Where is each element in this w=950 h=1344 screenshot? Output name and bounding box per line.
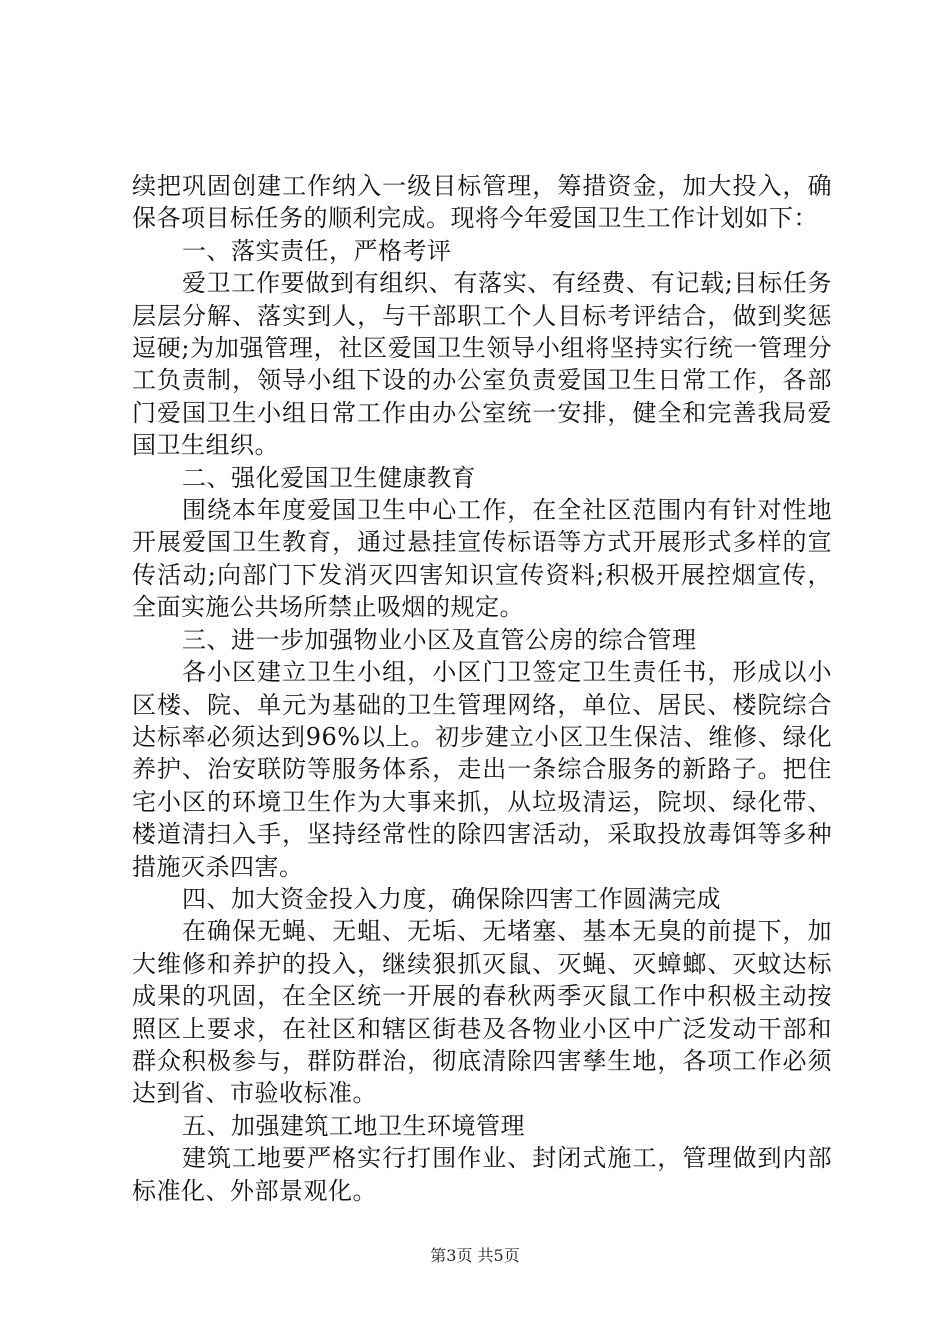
paragraph-section-4: 在确保无蝇、无蛆、无垢、无堵塞、基本无臭的前提下，加大维修和养护的投入，继续狠抓灭鼠、灭蝇、灭蟑螂、灭蚊达标成果的巩固，在全区统一开展的春秋两季灭鼠工作中积极主动按照区上要求，在社区和辖区街巷及各物业小区中广泛发动干部和群众积极参与，群防群治，彻底清除四害孳生地，各项工作必须达到省、市验收标准。: [132, 917, 832, 1108]
paragraph-intro: 续把巩固创建工作纳入一级目标管理，筹措资金，加大投入，确保各项目标任务的顺利完成。现将今年爱国卫生工作计划如下：: [132, 172, 832, 233]
section-heading-5: 五、加强建筑工地卫生环境管理: [182, 1111, 525, 1140]
paragraph-section-5: 建筑工地要严格实行打围作业、封闭式施工，管理做到内部标准化、外部景观化。: [132, 1144, 832, 1205]
section-heading-1: 一、落实责任，严格考评: [182, 236, 452, 265]
section-heading-3: 三、进一步加强物业小区及直管公房的综合管理: [182, 625, 697, 654]
paragraph-section-3: 各小区建立卫生小组，小区门卫签定卫生责任书，形成以小区楼、院、单元为基础的卫生管理网络，单位、居民、楼院综合达标率必须达到96%以上。初步建立小区卫生保洁、维修、绿化养护、治安联防等服务体系，走出一条综合服务的新路子。把住宅小区的环境卫生作为大事来抓，从垃圾清运，院坝、绿化带、楼道清扫入手，坚持经常性的除四害活动，采取投放毒饵等多种措施灭杀四害。: [132, 658, 832, 881]
page-number-label: 第3页 共5页: [430, 1246, 520, 1265]
section-heading-4: 四、加大资金投入力度，确保除四害工作圆满完成: [182, 884, 721, 913]
paragraph-section-2: 围绕本年度爱国卫生中心工作，在全社区范围内有针对性地开展爱国卫生教育，通过悬挂宣传标语等方式开展形式多样的宣传活动;向部门下发消灭四害知识宣传资料;积极开展控烟宣传，全面实施公共场所禁止吸烟的规定。: [132, 496, 832, 622]
page-footer: [0, 1246, 950, 1266]
section-heading-2: 二、强化爱国卫生健康教育: [182, 463, 476, 492]
paragraph-section-1: 爱卫工作要做到有组织、有落实、有经费、有记载;目标任务层层分解、落实到人，与干部职工个人目标考评结合，做到奖惩逗硬;为加强管理，社区爱国卫生领导小组将坚持实行统一管理分工负责制，领导小组下设的办公室负责爱国卫生日常工作，各部门爱国卫生小组日常工作由办公室统一安排，健全和完善我局爱国卫生组织。: [132, 269, 832, 460]
document-body: [132, 170, 832, 1207]
